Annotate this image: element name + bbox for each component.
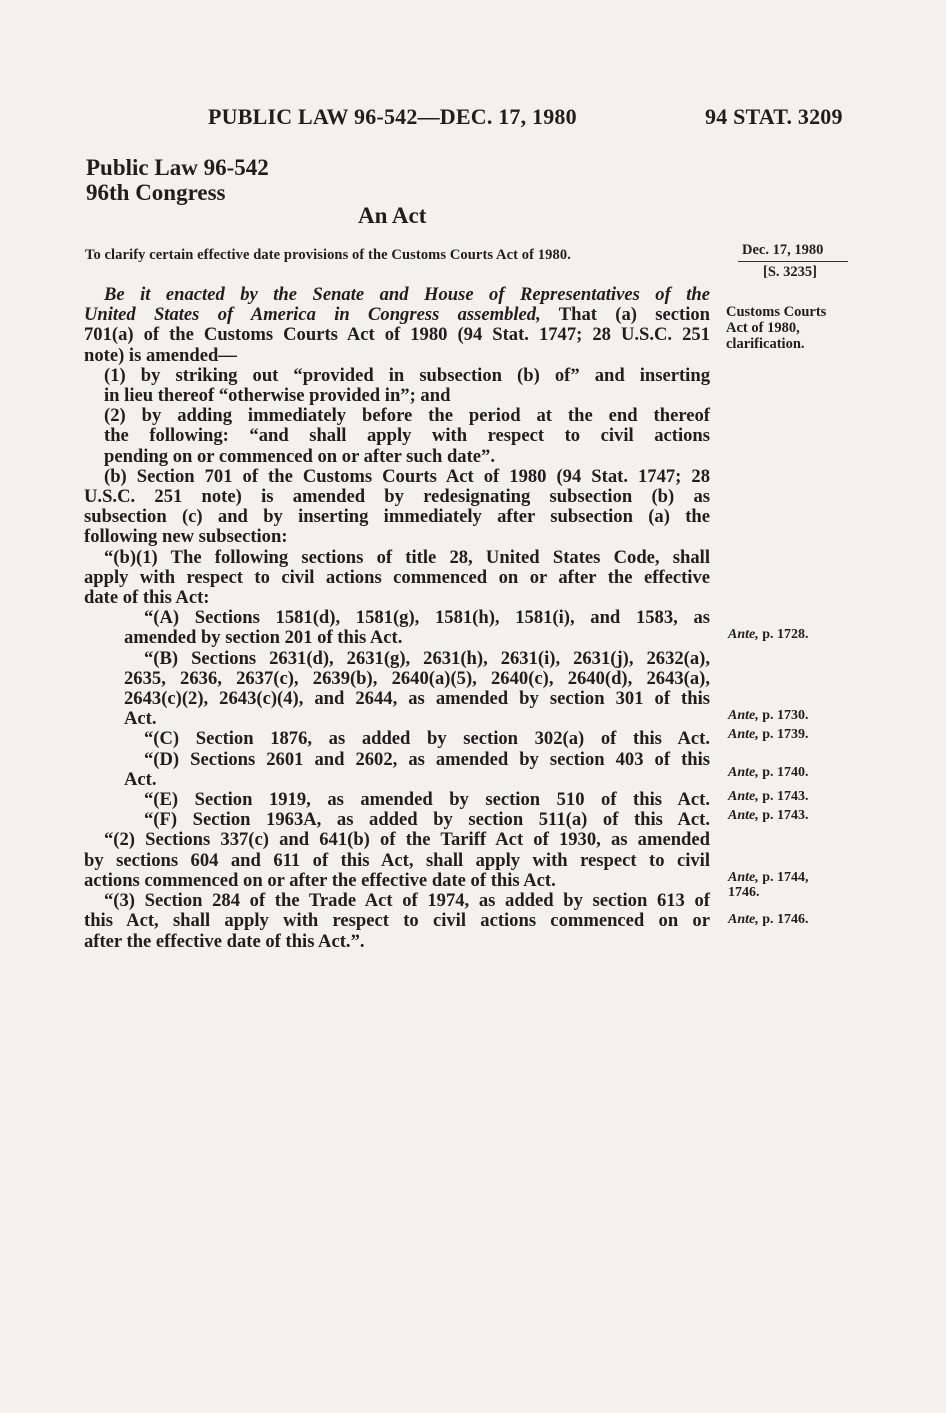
running-header-right: 94 STAT. 3209 [705,104,843,129]
paragraph-1-line: in lieu thereof “otherwise provided in”; and [104,385,451,407]
item-e-line: “(E) Section 1919, as amended by section 510 of this Act. [144,789,710,811]
ante-ref-1739: Ante, p. 1739. [728,727,809,742]
item-d-line: Act. [124,768,157,790]
item-b-line: 2635, 2636, 2637(c), 2639(b), 2640(a)(5), 2640(c), 2640(d), 2643(a), [124,667,710,689]
act-body [84,285,710,952]
enacting-clause-line: United States of America in Congress assembled, That (a) section [84,304,710,326]
ante-ref-1743-b: Ante, p. 1743. [728,808,809,823]
item-d-line: “(D) Sections 2601 and 2602, as amended by section 403 of this [144,748,710,770]
item-b-line: 2643(c)(2), 2643(c)(4), and 2644, as amended by section 301 of this [124,688,710,710]
subsection-3-line: this Act, shall apply with respect to civil actions commenced on or [84,910,710,932]
ante-ref-1743-a: Ante, p. 1743. [728,789,809,804]
subsection-2-line: by sections 604 and 611 of this Act, shall apply with respect to civil [84,849,710,871]
congress-number: 96th Congress [86,180,226,205]
section-a-line: 701(a) of the Customs Courts Act of 1980 (94 Stat. 1747; 28 U.S.C. 251 [84,324,710,346]
subsection-2-line: “(2) Sections 337(c) and 641(b) of the Tariff Act of 1930, as amended [104,829,710,851]
paragraph-2-line: pending on or commenced on or after such date”. [104,445,495,467]
section-b-line: following new subsection: [84,526,288,548]
margin-note-line-1: Customs Courts [726,304,827,320]
item-b-line: “(B) Sections 2631(d), 2631(g), 2631(h), 2631(i), 2631(j), 2632(a), [144,647,710,669]
section-b-line: subsection (c) and by inserting immediately after subsection (a) the [84,506,710,528]
item-a-line: amended by section 201 of this Act. [124,627,403,649]
ante-ref-1728: Ante, p. 1728. [728,627,809,642]
bleed-through-text [300,152,304,169]
ante-ref-1746-cont: 1746. [728,885,760,900]
margin-date: Dec. 17, 1980 [742,242,824,258]
margin-rule [738,261,848,262]
ante-ref-1740: Ante, p. 1740. [728,765,809,780]
subsection-b1-line: “(b)(1) The following sections of title 28, United States Code, shall [104,546,710,568]
item-a-line: “(A) Sections 1581(d), 1581(g), 1581(h), 1581(i), and 1583, as [144,607,710,629]
margin-bill-number: [S. 3235] [763,264,817,280]
ante-ref-1746: Ante, p. 1746. [728,912,809,927]
paragraph-2-line: (2) by adding immediately before the period at the end thereof [104,405,710,427]
enacting-clause-line: Be it enacted by the Senate and House of Representatives of the [104,284,710,305]
act-heading: An Act [358,203,427,228]
subsection-2-line: actions commenced on or after the effective date of this Act. [84,869,556,891]
section-b-line: U.S.C. 251 note) is amended by redesignating subsection (b) as [84,486,710,508]
item-b-line: Act. [124,708,157,730]
paragraph-2-line: the following: “and shall apply with respect to civil actions [104,425,710,447]
public-law-number: Public Law 96-542 [86,155,269,180]
item-c-line: “(C) Section 1876, as added by section 302(a) of this Act. [144,728,710,750]
item-f-line: “(F) Section 1963A, as added by section 511(a) of this Act. [144,809,710,831]
running-header-left: PUBLIC LAW 96-542—DEC. 17, 1980 [208,104,577,129]
ante-ref-1744: Ante, p. 1744, [728,870,809,885]
paragraph-1-line: (1) by striking out “provided in subsection (b) of” and inserting [104,364,710,386]
act-purpose: To clarify certain effective date provisions of the Customs Courts Act of 1980. [85,247,571,263]
margin-note-line-2: Act of 1980, [726,320,800,336]
subsection-3-line: after the effective date of this Act.”. [84,930,365,952]
subsection-b1-line: apply with respect to civil actions commenced on or after the effective [84,566,710,588]
subsection-3-line: “(3) Section 284 of the Trade Act of 1974, as added by section 613 of [104,890,710,912]
ante-ref-1730: Ante, p. 1730. [728,708,809,723]
subsection-b1-line: date of this Act: [84,587,210,609]
section-a-line: note) is amended— [84,344,237,366]
section-b-line: (b) Section 701 of the Customs Courts Act of 1980 (94 Stat. 1747; 28 [104,465,710,487]
margin-note-line-3: clarification. [726,336,805,352]
